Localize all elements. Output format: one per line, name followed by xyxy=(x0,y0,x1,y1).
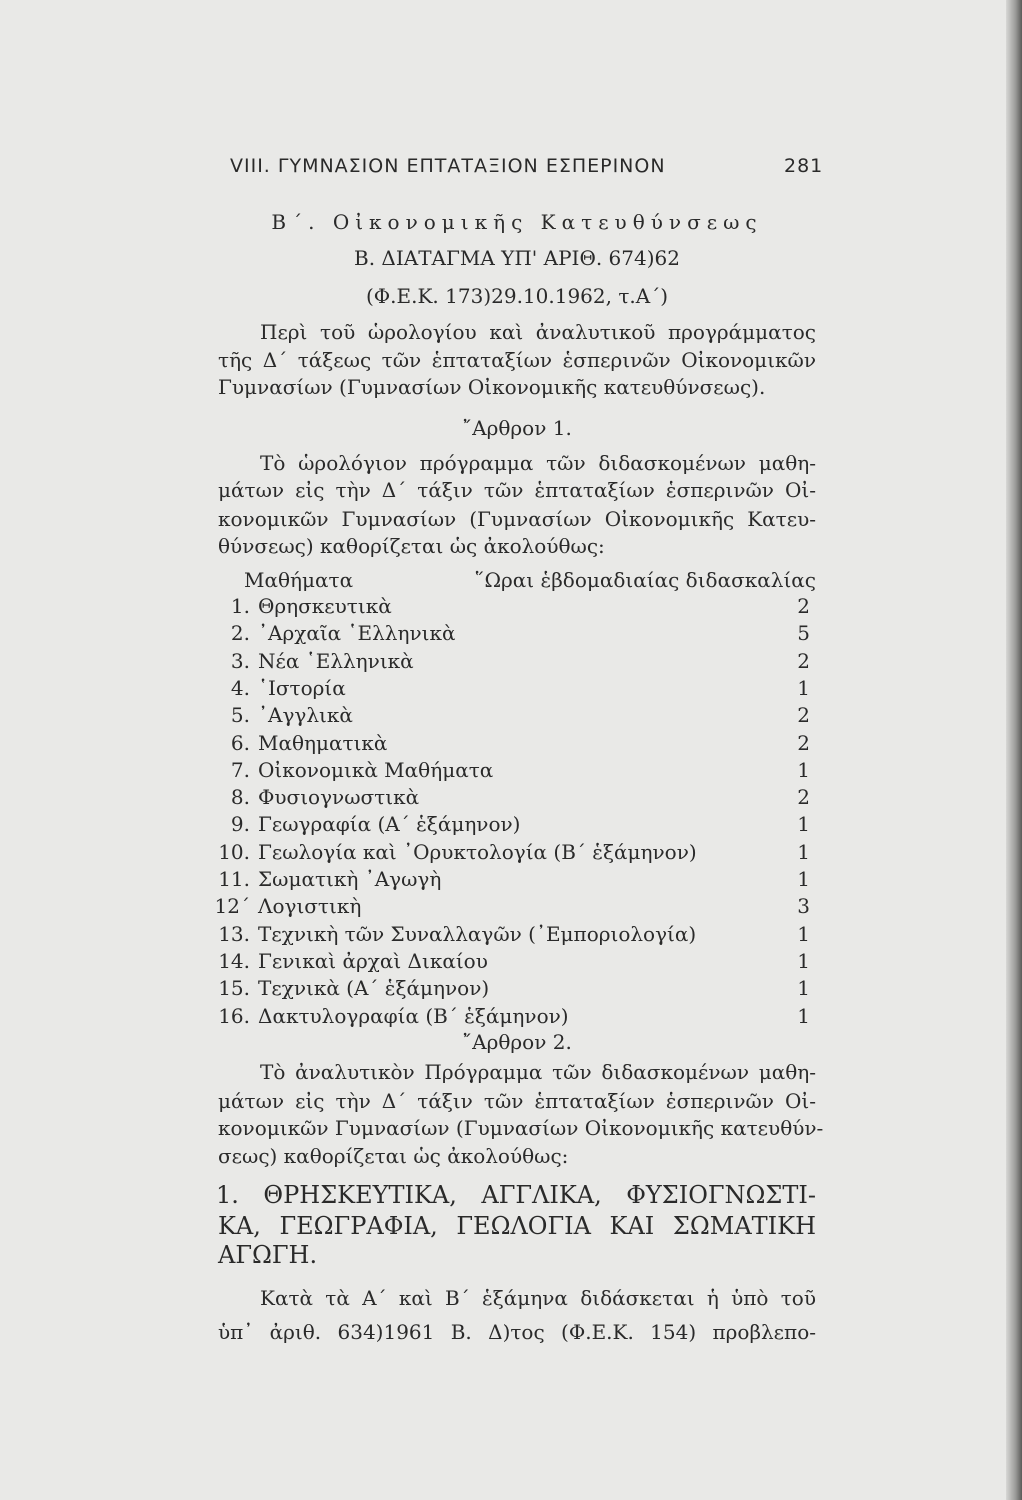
row-subject: Γεωγραφία (Α΄ ἑξάμηνον) xyxy=(258,812,521,837)
row-number: 10. xyxy=(218,839,250,864)
row-number: 6. xyxy=(230,730,250,755)
article-1-line: μάτων εἰς τὴν Δ΄ τάξιν τῶν ἑπταταξίων ἑσπερινῶν Οἰ- xyxy=(218,478,816,502)
row-number: 7. xyxy=(230,757,250,782)
row-hours: 2 xyxy=(797,703,810,728)
row-hours: 1 xyxy=(797,976,810,1001)
gazette-reference: (Φ.Ε.Κ. 173)29.10.1962, τ.Α΄) xyxy=(365,284,669,308)
page-number: 281 xyxy=(784,155,824,177)
table-row xyxy=(200,649,816,673)
row-hours: 2 xyxy=(797,648,810,673)
row-number: 13. xyxy=(218,921,250,946)
intro-line: Γυμνασίων (Γυμνασίων Οἰκονομικῆς κατευθύνσεως). xyxy=(218,375,766,399)
row-hours: 2 xyxy=(797,785,810,810)
row-subject: ᾿Αρχαῖα ῾Ελληνικὰ xyxy=(258,621,456,646)
row-hours: 1 xyxy=(797,839,810,864)
row-hours: 5 xyxy=(797,621,810,646)
table-row xyxy=(200,840,816,864)
article-2-line: Τὸ ἀναλυτικὸν Πρόγραμμα τῶν διδασκομένων μαθη- xyxy=(260,1060,816,1084)
row-subject: Μαθηματικὰ xyxy=(258,730,388,755)
table-row xyxy=(200,1004,816,1028)
row-number: 16. xyxy=(218,1003,250,1028)
article-2-line: μάτων εἰς τὴν Δ΄ τάξιν τῶν ἑπταταξίων ἑσπερινῶν Οἰ- xyxy=(218,1089,816,1113)
row-hours: 1 xyxy=(797,867,810,891)
section-heading-line: 1. ΘΡΗΣΚΕΥΤΙΚΑ, ΑΓΓΛΙΚΑ, ΦΥΣΙΟΓΝΩΣΤΙ- xyxy=(216,1181,816,1209)
column-header-subject: Μαθήματα xyxy=(244,568,354,592)
table-row xyxy=(200,785,816,809)
table-row xyxy=(200,812,816,836)
row-number: 5. xyxy=(230,703,250,728)
intro-line: τῆς Δ΄ τάξεως τῶν ἑπταταξίων ἑσπερινῶν Οἰκονομικῶν xyxy=(218,348,816,372)
table-row xyxy=(200,867,816,891)
table-row xyxy=(200,976,816,1000)
row-subject: Φυσιογνωστικὰ xyxy=(258,785,420,810)
row-hours: 1 xyxy=(797,757,810,782)
section-title: Β΄. Οἰκονομικῆς Κατευθύνσεως xyxy=(271,210,763,234)
row-number: 9. xyxy=(230,812,250,837)
article-2-line: κονομικῶν Γυμνασίων (Γυμνασίων Οἰκονομικῆς κατευθύν- xyxy=(218,1116,824,1140)
article-1-heading: ῎Αρθρον 1. xyxy=(462,416,572,440)
row-subject: Λογιστικὴ xyxy=(258,894,362,919)
row-subject: ᾿Αγγλικὰ xyxy=(258,703,353,728)
row-number: 15. xyxy=(218,976,250,1001)
table-row xyxy=(200,676,816,700)
row-number: 14. xyxy=(218,948,250,973)
row-hours: 1 xyxy=(797,675,810,700)
section-heading-line: ΑΓΩΓΗ. xyxy=(218,1241,318,1269)
table-row xyxy=(200,621,816,645)
row-hours: 3 xyxy=(797,894,810,919)
table-row xyxy=(200,949,816,973)
article-1-line: θύνσεως) καθορίζεται ὡς ἀκολούθως: xyxy=(218,534,605,558)
table-row xyxy=(200,703,816,727)
row-number: 8. xyxy=(230,785,250,810)
row-hours: 1 xyxy=(797,1003,810,1028)
row-hours: 2 xyxy=(797,594,810,618)
row-subject: Νέα ῾Ελληνικὰ xyxy=(258,648,414,673)
row-subject: Σωματικὴ ᾿Αγωγὴ xyxy=(258,867,442,891)
table-row xyxy=(200,758,816,782)
article-1-line: Τὸ ὡρολόγιον πρόγραμμα τῶν διδασκομένων μαθη- xyxy=(260,451,816,475)
final-line: ὑπ᾿ ἀριθ. 634)1961 Β. Δ)τος (Φ.Ε.Κ. 154) προβλεπο- xyxy=(218,1320,816,1344)
row-number: 3. xyxy=(230,648,250,673)
row-subject: Θρησκευτικὰ xyxy=(258,594,392,618)
row-hours: 2 xyxy=(797,730,810,755)
row-hours: 1 xyxy=(797,812,810,837)
row-subject: Γεωλογία καὶ ᾿Ορυκτολογία (Β΄ ἑξάμηνον) xyxy=(258,839,697,864)
row-number: 2. xyxy=(230,621,250,646)
row-number: 11. xyxy=(218,867,250,891)
table-row xyxy=(200,894,816,918)
running-header: VIII. ΓΥΜΝΑΣΙΟΝ ΕΠΤΑΤΑΞΙΟΝ ΕΣΠΕΡΙΝΟΝ xyxy=(230,155,666,177)
row-number: 12΄ xyxy=(214,894,250,919)
decree-title: Β. ΔΙΑΤΑΓΜΑ ΥΠ' ΑΡΙΘ. 674)62 xyxy=(354,246,680,270)
row-subject: Τεχνικὰ (Α΄ ἑξάμηνον) xyxy=(258,976,490,1001)
row-subject: Δακτυλογραφία (Β΄ ἑξάμηνον) xyxy=(258,1003,569,1028)
row-number: 1. xyxy=(230,594,250,618)
section-heading-line: ΚΑ, ΓΕΩΓΡΑΦΙΑ, ΓΕΩΛΟΓΙΑ ΚΑΙ ΣΩΜΑΤΙΚΗ xyxy=(218,1212,816,1240)
article-2-heading: ῎Αρθρον 2. xyxy=(462,1030,572,1054)
table-row xyxy=(200,922,816,946)
intro-line: Περὶ τοῦ ὡρολογίου καὶ ἀναλυτικοῦ προγράμματος xyxy=(260,320,816,344)
article-2-line: σεως) καθορίζεται ὡς ἀκολούθως: xyxy=(218,1144,569,1168)
row-hours: 1 xyxy=(797,948,810,973)
final-line: Κατὰ τὰ Α΄ καὶ Β΄ ἑξάμηνα διδάσκεται ἡ ὑπὸ τοῦ xyxy=(260,1286,816,1310)
column-header-hours: ῞Ωραι ἑβδομαδιαίας διδασκαλίας xyxy=(474,568,816,592)
article-1-line: κονομικῶν Γυμνασίων (Γυμνασίων Οἰκονομικῆς Κατευ- xyxy=(218,507,816,531)
table-row xyxy=(200,594,816,618)
row-number: 4. xyxy=(230,675,250,700)
row-subject: Οἰκονομικὰ Μαθήματα xyxy=(258,757,494,782)
row-hours: 1 xyxy=(797,921,810,946)
row-subject: ῾Ιστορία xyxy=(258,675,346,700)
row-subject: Τεχνικὴ τῶν Συναλλαγῶν (᾿Εμποριολογία) xyxy=(258,921,697,946)
table-row xyxy=(200,731,816,755)
row-subject: Γενικαὶ ἀρχαὶ Δικαίου xyxy=(258,948,488,973)
page-edge xyxy=(1006,0,1022,1500)
